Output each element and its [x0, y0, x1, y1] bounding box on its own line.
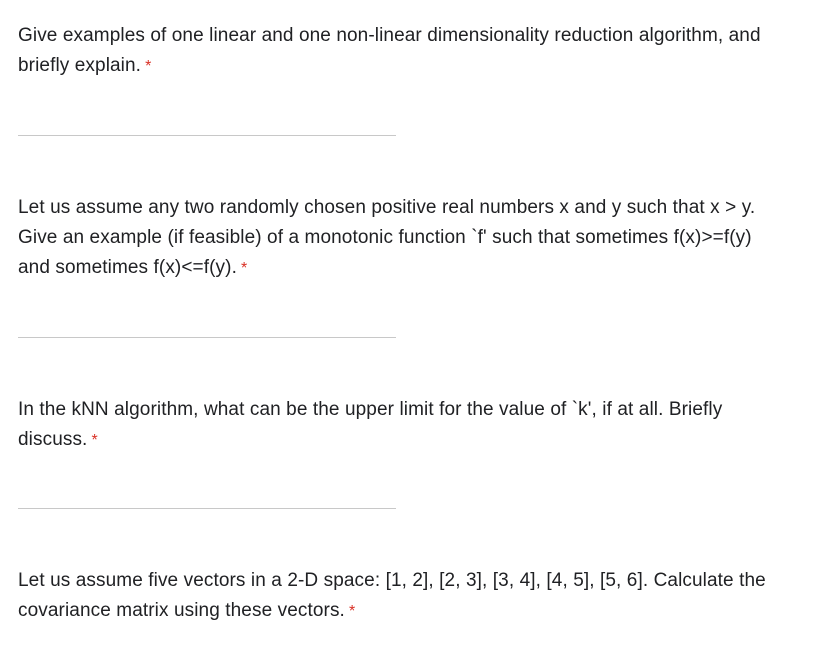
- question-2-answer-input[interactable]: [18, 337, 396, 338]
- question-3-title: [18, 395, 788, 456]
- question-4-title: [18, 566, 788, 627]
- question-3-text: In the kNN algorithm, what can be the upper limit for the value of `k', if at all. Briefly discuss.: [18, 399, 723, 450]
- required-asterisk: *: [240, 260, 248, 277]
- question-1-title: [18, 21, 788, 82]
- question-2-title: [18, 193, 788, 284]
- question-1-answer-input[interactable]: [18, 135, 396, 136]
- required-asterisk: *: [348, 603, 356, 620]
- question-2-text: Let us assume any two randomly chosen positive real numbers x and y such that x > y. Give an example (if feasible) of a monotonic function `f' such that sometimes f(x)>=f(y) and sometimes f(x)<=f(y).: [18, 197, 756, 278]
- required-asterisk: *: [91, 432, 98, 449]
- question-4: [18, 566, 788, 627]
- question-1-text: Give examples of one linear and one non-linear dimensionality reduction algorithm, and briefly explain.: [18, 25, 761, 76]
- question-2: [18, 193, 788, 284]
- required-asterisk: *: [145, 58, 152, 75]
- question-3: [18, 395, 788, 456]
- question-3-answer-input[interactable]: [18, 508, 396, 509]
- question-1: [18, 21, 788, 82]
- question-4-text: Let us assume five vectors in a 2-D space: [1, 2], [2, 3], [3, 4], [4, 5], [5, 6]. Calculate the covariance matrix using these vectors.: [18, 570, 766, 621]
